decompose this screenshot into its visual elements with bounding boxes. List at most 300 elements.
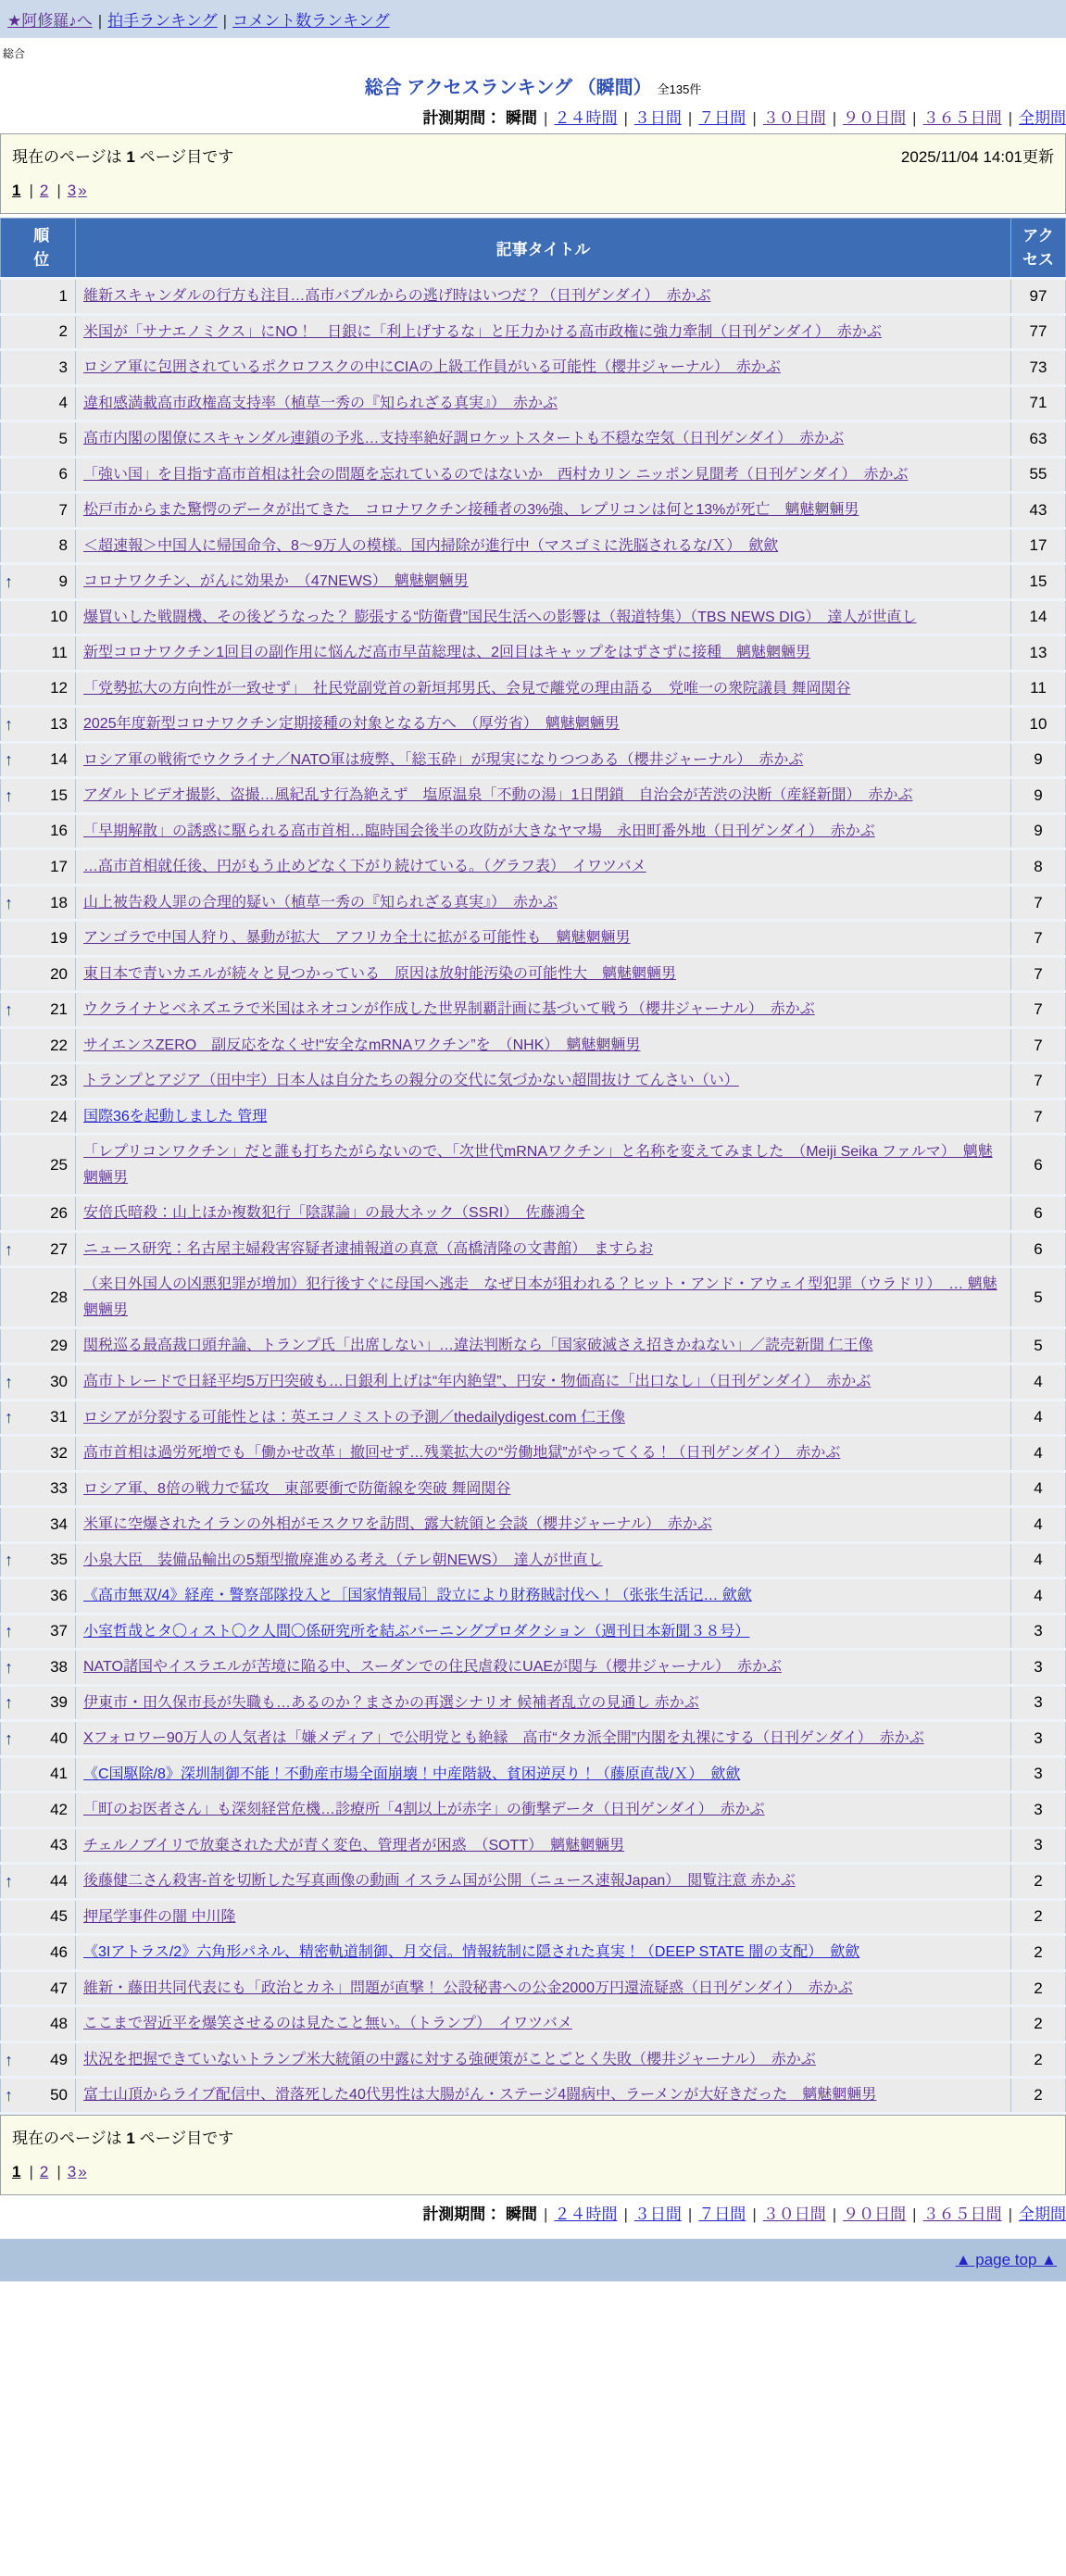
table-row — [1, 1267, 1066, 1328]
table-row — [1, 707, 1066, 743]
period-link[interactable]: ２４時間 — [554, 109, 618, 127]
title-cell — [76, 1063, 1011, 1100]
title-cell — [76, 1328, 1011, 1364]
table-row — [1, 813, 1066, 849]
table-row — [1, 1721, 1066, 1757]
article-link[interactable]: アダルトビデオ撮影、盗撮…風紀乱す行為絶えず 塩原温泉「不動の湯」1日閉鎖 自治会が苦渋の決断（産経新聞） 赤かぶ — [83, 787, 913, 804]
period-link[interactable]: ３６５日間 — [922, 109, 1002, 127]
article-link[interactable]: 押尾学事件の闇 中川隆 — [83, 1908, 236, 1925]
table-row — [1, 528, 1066, 564]
table-row — [1, 599, 1066, 635]
title-cell — [76, 671, 1011, 707]
access-count: 2 — [1011, 1935, 1066, 1971]
rank-number: 29 — [50, 1337, 68, 1355]
article-link[interactable]: 松戸市からまた驚愕のデータが出てきた コロナワクチン接種者の3%強、レプリコンは何と13%が死亡 魑魅魍魎男 — [83, 502, 859, 519]
title-cell — [76, 1935, 1011, 1971]
rank-number: 20 — [50, 964, 68, 983]
rank-number: 2 — [58, 322, 68, 341]
rank-cell — [1, 1721, 76, 1757]
title-cell — [76, 921, 1011, 957]
title-cell — [76, 1436, 1011, 1472]
rank-number: 19 — [50, 929, 68, 948]
article-link[interactable]: 「町のお医者さん」も深刻経営危機…診療所「4割以上が赤字」の衝撃データ（日刊ゲンダイ） 赤かぶ — [83, 1802, 765, 1818]
period-link[interactable]: ９０日間 — [843, 2205, 907, 2223]
separator: | — [832, 109, 837, 127]
rank-number: 32 — [50, 1443, 68, 1462]
article-link[interactable]: 維新・藤田共同代表にも「政治とカネ」問題が直撃！ 公設秘書への公金2000万円還流疑惑（日刊ゲンダイ） 赤かぶ — [83, 1979, 853, 1996]
title-cell — [76, 1578, 1011, 1615]
article-link[interactable]: ニュース研究：名古屋主婦殺害容疑者逮捕報道の真意（高橋清隆の文書館） ますらお — [83, 1240, 654, 1257]
access-count: 3 — [1011, 1685, 1066, 1721]
rank-cell — [1, 921, 76, 957]
article-link[interactable]: コロナワクチン、がんに効果か （47NEWS） 魑魅魍魎男 — [83, 573, 469, 590]
rank-cell — [1, 956, 76, 992]
article-link[interactable]: 高市トレードで日経平均5万円突破も…日銀利上げは“年内絶望”、円安・物価高に「出口なし」（日刊ゲンダイ） 赤かぶ — [83, 1373, 872, 1389]
title-cell — [76, 813, 1011, 849]
title-cell — [76, 1721, 1011, 1757]
rank-cell — [1, 493, 76, 529]
article-link[interactable]: 《高市無双/4》経産・警察部隊投入と［国家情報局］設立により財務賊討伐へ！（张张生活记… 歛歛 — [83, 1588, 752, 1604]
article-link[interactable]: ここまで習近平を爆笑させるのは見たこと無い。（トランプ） イワツバメ — [83, 2016, 572, 2032]
access-count: 6 — [1011, 1231, 1066, 1267]
rank-cell — [1, 599, 76, 635]
title-cell — [76, 956, 1011, 992]
separator: | — [29, 182, 33, 199]
access-count: 7 — [1011, 1063, 1066, 1100]
up-arrow-icon: ↑ — [5, 1657, 13, 1677]
pagination-box-top — [0, 133, 1066, 214]
article-link[interactable]: 「レプリコンワクチン」だと誰も打ちたがらないので、「次世代mRNAワクチン」と名称を変えてみました （Meiji Seika ファルマ） 魑魅魍魎男 — [83, 1144, 993, 1186]
rank-number: 50 — [50, 2086, 68, 2105]
article-link[interactable]: 東日本で青いカエルが続々と見つかっている 原因は放射能汚染の可能性大 魑魅魍魎男 — [83, 965, 677, 982]
article-link[interactable]: ロシアが分裂する可能性とは：英エコノミストの予測／thedailydigest.com 仁王像 — [83, 1409, 625, 1426]
article-link[interactable]: 高市首相は過労死増でも「働かせ改革」撤回せず…残業拡大の“労働地獄”がやってくる！（日刊ゲンダイ） 赤かぶ — [83, 1445, 841, 1462]
separator: | — [912, 109, 917, 127]
article-link[interactable]: 小泉大臣 装備品輸出の5類型撤廃進める考え（テレ朝NEWS） 達人が世直し — [83, 1552, 603, 1568]
access-count: 4 — [1011, 1436, 1066, 1472]
article-link[interactable]: ウクライナとベネズエラで米国はネオコンが作成した世界制覇計画に基づいて戦う（櫻井ジャーナル） 赤かぶ — [83, 1001, 815, 1018]
access-count: 10 — [1011, 707, 1066, 743]
article-link[interactable]: チェルノブイリで放棄された犬が青く変色、管理者が困惑 （SOTT） 魑魅魍魎男 — [83, 1837, 625, 1853]
column-header-rank: 順位 — [1, 219, 76, 279]
access-count: 11 — [1011, 671, 1066, 707]
table-body — [1, 279, 1066, 2114]
ranking-table — [0, 218, 1066, 2115]
access-count: 4 — [1011, 1542, 1066, 1578]
updated-timestamp: 2025/11/04 14:01更新 — [900, 148, 1054, 166]
rank-number: 34 — [50, 1514, 68, 1533]
current-page-text: 現在のページは 1 ページ目です — [12, 2129, 234, 2147]
rank-number: 46 — [50, 1942, 68, 1961]
up-arrow-icon: ↑ — [5, 1728, 13, 1748]
article-link[interactable]: 高市内閣の閣僚にスキャンダル連鎖の予兆…支持率絶好調ロケットスタートも不穏な空気（日刊ゲンダイ） 赤かぶ — [83, 431, 845, 447]
title-cell — [76, 599, 1011, 635]
title-cell — [76, 421, 1011, 458]
table-row — [1, 1578, 1066, 1615]
rank-number: 45 — [50, 1907, 68, 1926]
period-link[interactable]: 全期間 — [1019, 109, 1066, 127]
access-count: 3 — [1011, 1792, 1066, 1828]
article-link[interactable]: 《C国駆除/8》深圳制御不能！不動産市場全面崩壊！中産階級、貧困逆戻り！（藤原直哉/Ｘ） 歛歛 — [83, 1766, 741, 1782]
page-link-next[interactable]: » — [78, 182, 87, 199]
table-row — [1, 1935, 1066, 1971]
table-row — [1, 564, 1066, 600]
access-count: 73 — [1011, 350, 1066, 386]
table-row — [1, 1436, 1066, 1472]
page-link-next[interactable]: » — [78, 2162, 87, 2180]
title-cell — [76, 2042, 1011, 2078]
access-count: 5 — [1011, 1267, 1066, 1328]
access-count: 7 — [1011, 1099, 1066, 1135]
title-cell — [76, 279, 1011, 315]
table-row — [1, 1970, 1066, 2006]
access-count: 2 — [1011, 2006, 1066, 2042]
rank-cell — [1, 1828, 76, 1864]
table-row — [1, 2042, 1066, 2078]
table-row — [1, 742, 1066, 778]
access-count: 7 — [1011, 921, 1066, 957]
rank-cell — [1, 1196, 76, 1232]
rank-cell — [1, 1267, 76, 1328]
title-cell — [76, 885, 1011, 921]
access-count: 4 — [1011, 1400, 1066, 1436]
article-link[interactable]: サイエンスZERO 副反応をなくせ!“安全なmRNAワクチン”を （NHK） 魑魅魍魎男 — [83, 1037, 641, 1053]
page-link[interactable]: 3 — [67, 182, 77, 199]
access-count: 7 — [1011, 956, 1066, 992]
rank-cell — [1, 1027, 76, 1063]
rank-cell — [1, 314, 76, 350]
article-link[interactable]: 米国が「サナエノミクス」にNO！ 日銀に「利上げするな」と圧力かける高市政権に強力牽制（日刊ゲンダイ） 赤かぶ — [83, 323, 882, 340]
rank-cell — [1, 742, 76, 778]
title-cell — [76, 742, 1011, 778]
title-cell — [76, 493, 1011, 529]
table-row — [1, 350, 1066, 386]
rank-cell — [1, 1935, 76, 1971]
rank-number: 49 — [50, 2050, 68, 2068]
rank-cell — [1, 1578, 76, 1615]
category-label: 総合 — [3, 47, 26, 60]
title-cell — [76, 528, 1011, 564]
rank-cell — [1, 1650, 76, 1686]
period-link[interactable]: ３日間 — [633, 109, 682, 127]
table-row — [1, 1507, 1066, 1543]
access-count: 8 — [1011, 849, 1066, 886]
page-link[interactable]: 3 — [67, 2162, 77, 2180]
article-link[interactable]: ロシア軍に包囲されているポクロフスクの中にCIAの上級工作員がいる可能性（櫻井ジャーナル） 赤かぶ — [83, 359, 781, 376]
article-link[interactable]: 《3Iアトラス/2》六角形パネル、精密軌道制御、月交信。情報統制に隠された真実！（DEEP STATE 闇の支配） 歛歛 — [83, 1944, 860, 1961]
rank-number: 9 — [58, 572, 68, 590]
rank-cell — [1, 385, 76, 421]
access-count: 3 — [1011, 1650, 1066, 1686]
pagination-box-bottom — [0, 2115, 1066, 2195]
up-arrow-icon: ↑ — [5, 1551, 13, 1570]
page-links — [12, 182, 1054, 200]
article-link[interactable]: …高市首相就任後、円がもう止めどなく下がり続けている。（グラフ表） イワツバメ — [83, 859, 646, 875]
table-row — [1, 1614, 1066, 1650]
title-cell — [76, 1542, 1011, 1578]
page-title — [0, 72, 1066, 99]
rank-number: 8 — [58, 536, 68, 555]
access-count: 14 — [1011, 599, 1066, 635]
separator: | — [97, 12, 103, 30]
rank-number: 41 — [50, 1765, 68, 1783]
rank-number: 43 — [50, 1836, 68, 1854]
rank-cell — [1, 1063, 76, 1100]
period-link[interactable]: ３０日間 — [762, 109, 826, 127]
period-link[interactable]: ７日間 — [698, 2205, 746, 2223]
column-header-access: アクセス — [1011, 219, 1066, 279]
rank-number: 15 — [50, 785, 68, 804]
rank-number: 48 — [50, 2015, 68, 2033]
article-link[interactable]: 関税巡る最高裁口頭弁論、トランプ氏「出席しない」…違法判断なら「国家破滅さえ招きかねない」／読売新聞 仁王像 — [83, 1338, 873, 1354]
rank-number: 17 — [50, 858, 68, 875]
total-count: 全135件 — [657, 82, 702, 96]
article-link[interactable]: 2025年度新型コロナワクチン定期接種の対象となる方へ （厚労省） 魑魅魍魎男 — [83, 716, 620, 733]
table-row — [1, 1400, 1066, 1436]
rank-cell — [1, 813, 76, 849]
table-row — [1, 1542, 1066, 1578]
access-count: 43 — [1011, 493, 1066, 529]
current-page-text: 現在のページは 1 ページ目です — [12, 148, 234, 166]
page-top-bar — [0, 2239, 1066, 2281]
rank-number: 24 — [50, 1107, 68, 1125]
article-link[interactable]: ロシア軍の戦術でウクライナ／NATO軍は疲弊、「総玉砕」が現実になりつつある（櫻井ジャーナル） 赤かぶ — [83, 751, 804, 768]
period-link[interactable]: ２４時間 — [554, 2205, 618, 2223]
table-row — [1, 1363, 1066, 1400]
article-link[interactable]: 維新スキャンダルの行方も注目…高市バブルからの逃げ時はいつだ？（日刊ゲンダイ） 赤かぶ — [83, 288, 711, 304]
access-count: 3 — [1011, 1828, 1066, 1864]
page-link-current[interactable]: 1 — [12, 182, 21, 199]
up-arrow-icon: ↑ — [5, 1622, 13, 1641]
up-arrow-icon: ↑ — [5, 1871, 13, 1891]
title-cell — [76, 1650, 1011, 1686]
separator: | — [56, 2162, 61, 2180]
access-count: 71 — [1011, 385, 1066, 421]
table-row — [1, 1027, 1066, 1063]
period-label: 計測期間： — [422, 109, 502, 127]
title-cell — [76, 1685, 1011, 1721]
title-cell — [76, 1899, 1011, 1935]
rank-cell — [1, 1231, 76, 1267]
rank-number: 39 — [50, 1693, 68, 1712]
title-cell — [76, 1231, 1011, 1267]
rank-cell — [1, 2042, 76, 2078]
page-link[interactable]: 2 — [39, 182, 49, 199]
article-link[interactable]: 「党勢拡大の方向性が一致せず」 社民党副党首の新垣邦男氏、会見で離党の理由語る 党唯一の衆院議員 舞岡関谷 — [83, 680, 851, 697]
article-link[interactable]: 違和感満載高市政権高支持率（植草一秀の『知られざる真実』） 赤かぶ — [83, 395, 558, 411]
title-cell — [76, 1267, 1011, 1328]
table-row — [1, 671, 1066, 707]
rank-cell — [1, 279, 76, 315]
rank-number: 11 — [51, 643, 68, 661]
top-nav — [0, 0, 1066, 38]
rank-cell — [1, 992, 76, 1028]
access-count: 2 — [1011, 1899, 1066, 1935]
rank-number: 25 — [50, 1155, 68, 1174]
access-count: 4 — [1011, 1471, 1066, 1507]
rank-number: 35 — [50, 1551, 68, 1569]
table-row — [1, 849, 1066, 886]
rank-cell — [1, 849, 76, 886]
article-link[interactable]: 安倍氏暗殺：山上ほか複数犯行「陰謀論」の最大ネック（SSRI） 佐藤鴻全 — [83, 1205, 585, 1222]
article-link[interactable]: トランプとアジア（田中宇）日本人は自分たちの親分の交代に気づかない超間抜け てんさい（い） — [83, 1073, 739, 1089]
title-cell — [76, 2006, 1011, 2042]
period-link[interactable]: ９０日間 — [843, 109, 907, 127]
page-top-link[interactable]: ▲ page top ▲ — [955, 2250, 1057, 2268]
up-arrow-icon: ↑ — [5, 785, 13, 805]
article-link[interactable]: ＜超速報＞中国人に帰国命令、8〜9万人の模様。国内掃除が進行中（マスゴミに洗脳されるな/Ｘ） 歛歛 — [83, 537, 779, 554]
access-count: 6 — [1011, 1196, 1066, 1232]
table-row — [1, 1899, 1066, 1935]
separator: | — [687, 109, 693, 127]
up-arrow-icon: ↑ — [5, 1000, 13, 1020]
table-row — [1, 1471, 1066, 1507]
access-count: 9 — [1011, 778, 1066, 814]
separator: | — [1008, 2205, 1012, 2223]
up-arrow-icon: ↑ — [5, 750, 13, 770]
article-link[interactable]: 米軍に空爆されたイランの外相がモスクワを訪問、露大統領と会談（櫻井ジャーナル） 赤かぶ — [83, 1516, 712, 1533]
rank-cell — [1, 1685, 76, 1721]
current-page-number: 1 — [126, 148, 135, 166]
article-link[interactable]: 山上被告殺人罪の合理的疑い（植草一秀の『知られざる真実』） 赤かぶ — [83, 894, 558, 911]
table-row — [1, 2006, 1066, 2042]
access-count: 15 — [1011, 564, 1066, 600]
title-cell — [76, 1828, 1011, 1864]
separator: | — [222, 12, 228, 30]
article-link[interactable]: NATO諸国やイスラエルが苦境に陥る中、スーダンでの住民虐殺にUAEが関与（櫻井ジャーナル） 赤かぶ — [83, 1659, 782, 1676]
table-row — [1, 1196, 1066, 1232]
period-link[interactable]: ３日間 — [633, 2205, 682, 2223]
access-count: 7 — [1011, 1027, 1066, 1063]
rank-number: 1 — [58, 286, 68, 305]
rank-number: 18 — [50, 893, 68, 911]
article-link[interactable]: （来日外国人の凶悪犯罪が増加）犯行後すぐに母国へ逃走 なぜ日本が狙われる？ヒット・アンド・アウェイ型犯罪（ウラドリ） … 魑魅魍魎男 — [83, 1276, 997, 1318]
period-nav-bottom — [0, 2201, 1066, 2224]
separator: | — [29, 2162, 33, 2180]
rank-cell — [1, 350, 76, 386]
title-cell — [76, 849, 1011, 886]
rank-cell — [1, 2078, 76, 2114]
article-link[interactable]: 伊東市・田久保市長が失職も…あるのか？まさかの再選シナリオ 候補者乱立の見通し 赤かぶ — [83, 1694, 699, 1711]
separator: | — [832, 2205, 837, 2223]
article-link[interactable]: 国際36を起動しました 管理 — [83, 1108, 268, 1125]
article-link[interactable]: 爆買いした戦闘機、その後どうなった？ 膨張する“防衛費”国民生活への影響は（報道特集）（TBS NEWS DIG） 達人が世直し — [83, 609, 917, 625]
up-arrow-icon: ↑ — [5, 714, 13, 734]
separator: | — [544, 109, 548, 127]
period-nav-top — [0, 105, 1066, 128]
table-row — [1, 385, 1066, 421]
article-link[interactable]: 「早期解散」の誘惑に駆られる高市首相…臨時国会後半の攻防が大きなヤマ場 永田町番外地（日刊ゲンダイ） 赤かぶ — [83, 823, 875, 839]
rank-cell — [1, 421, 76, 458]
up-arrow-icon: ↑ — [5, 1693, 13, 1713]
access-count: 97 — [1011, 279, 1066, 315]
title-cell — [76, 1614, 1011, 1650]
rank-cell — [1, 564, 76, 600]
rank-number: 12 — [50, 679, 68, 697]
table-row — [1, 2078, 1066, 2114]
table-row — [1, 1231, 1066, 1267]
title-cell — [76, 992, 1011, 1028]
rank-cell — [1, 1792, 76, 1828]
page-link-current[interactable]: 1 — [12, 2162, 21, 2180]
article-link[interactable]: ロシア軍、8倍の戦力で猛攻 東部要衝で防衛線を突破 舞岡関谷 — [83, 1480, 511, 1497]
column-header-title: 記事タイトル — [76, 219, 1011, 279]
rank-cell — [1, 1864, 76, 1900]
table-row — [1, 314, 1066, 350]
table-row — [1, 1864, 1066, 1900]
period-link[interactable]: 全期間 — [1019, 2205, 1066, 2223]
period-current: 瞬間 — [506, 109, 538, 127]
rank-number: 47 — [50, 1979, 68, 1997]
access-count: 4 — [1011, 1578, 1066, 1615]
table-row — [1, 635, 1066, 672]
article-link[interactable]: 後藤健二さん殺害-首を切断した写真画像の動画 イスラム国が公開（ニュース速報Japan） 閲覧注意 赤かぶ — [83, 1873, 796, 1890]
access-count: 3 — [1011, 1614, 1066, 1650]
rank-number: 40 — [50, 1728, 68, 1747]
article-link[interactable]: アンゴラで中国人狩り、暴動が拡大 アフリカ全土に拡がる可能性も 魑魅魍魎男 — [83, 930, 631, 947]
article-link[interactable]: 富士山頂からライブ配信中、滑落死した40代男性は大腸がん・ステージ4闘病中、ラーメンが大好きだった 魑魅魍魎男 — [83, 2087, 877, 2104]
page-link[interactable]: 2 — [39, 2162, 49, 2180]
separator: | — [544, 2205, 548, 2223]
access-count: 63 — [1011, 421, 1066, 458]
title-cell — [76, 314, 1011, 350]
table-row — [1, 778, 1066, 814]
rank-number: 4 — [58, 394, 68, 412]
separator: | — [687, 2205, 693, 2223]
rank-number: 13 — [50, 714, 68, 733]
article-link[interactable]: 「強い国」を目指す高市首相は社会の問題を忘れているのではないか 西村カリン ニッポン見聞考（日刊ゲンダイ） 赤かぶ — [83, 466, 909, 483]
table-row — [1, 493, 1066, 529]
title-cell — [76, 1135, 1011, 1196]
rank-cell — [1, 635, 76, 672]
title-cell — [76, 385, 1011, 421]
rank-number: 31 — [50, 1408, 68, 1426]
table-header-row — [1, 219, 1066, 279]
access-count: 5 — [1011, 1328, 1066, 1364]
rank-number: 22 — [50, 1036, 68, 1054]
rank-number: 28 — [50, 1288, 68, 1306]
bottom-whitespace — [0, 2281, 1066, 2369]
rank-cell — [1, 1363, 76, 1400]
rank-number: 5 — [58, 429, 68, 447]
period-link[interactable]: ７日間 — [698, 109, 746, 127]
rank-cell — [1, 1099, 76, 1135]
page-title-text: 総合 アクセスランキング （瞬間） — [364, 78, 652, 98]
table-row — [1, 1063, 1066, 1100]
rank-number: 37 — [50, 1622, 68, 1640]
article-link[interactable]: 新型コロナワクチン1回目の副作用に悩んだ高市早苗総理は、2回目はキャップをはずさずに接種 魑魅魍魎男 — [83, 645, 810, 661]
access-count: 2 — [1011, 2078, 1066, 2114]
access-count: 4 — [1011, 1363, 1066, 1400]
top-nav-link-comment-ranking[interactable]: コメント数ランキング — [232, 12, 390, 30]
period-link[interactable]: ３０日間 — [762, 2205, 826, 2223]
access-count: 2 — [1011, 1864, 1066, 1900]
table-row — [1, 1792, 1066, 1828]
top-nav-link-clap-ranking[interactable]: 拍手ランキング — [107, 12, 218, 30]
page-links — [12, 2163, 1054, 2181]
access-count: 9 — [1011, 742, 1066, 778]
access-count: 17 — [1011, 528, 1066, 564]
article-link[interactable]: 小室哲哉とタ〇ィスト〇ク人間〇係研究所を結ぶバーニングプロダクション（週刊日本新聞３８号） — [83, 1623, 750, 1640]
table-row — [1, 1099, 1066, 1135]
top-nav-link-ashura-home[interactable]: ★阿修羅♪へ — [7, 12, 93, 30]
period-link[interactable]: ３６５日間 — [922, 2205, 1002, 2223]
rank-number: 42 — [50, 1800, 68, 1818]
rank-number: 7 — [58, 500, 68, 519]
table-row — [1, 885, 1066, 921]
article-link[interactable]: 状況を把握できていないトランプ米大統領の中露に対する強硬策がことごとく失敗（櫻井ジャーナル） 赤かぶ — [83, 2051, 816, 2067]
article-link[interactable]: Xフォロワー90万人の人気者は「嫌メディア」で公明党とも絶縁 高市“タカ派全開”内閣を丸裸にする（日刊ゲンダイ） 赤かぶ — [83, 1730, 924, 1747]
